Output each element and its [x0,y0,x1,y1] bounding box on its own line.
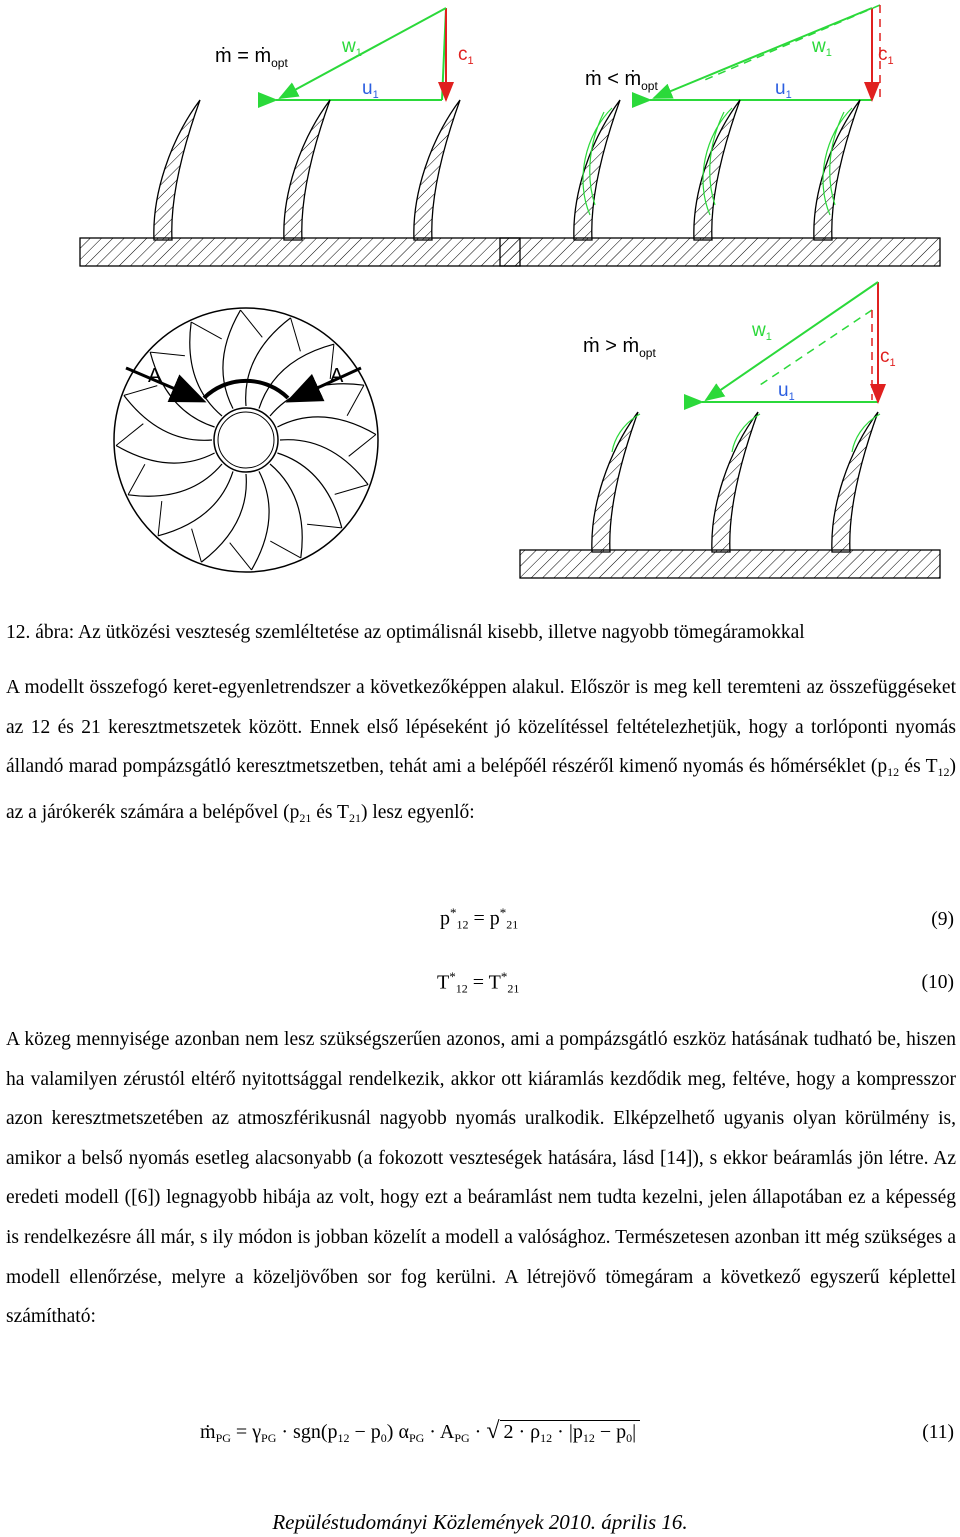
blade [284,100,330,240]
equation-11: ṁ$_{PG}$ = $\gamma_{PG} \cdot sgn(p_{12} - p_0) \alpha_{PG} \cdot A_{PG}$ · √ $2 \cdot \rho_{12} \cdot |p_{12} - p_0|$ [200,1418,640,1446]
impeller-vane-tip [192,529,202,562]
impeller-vane [277,453,341,528]
impeller-vane-tip [291,318,301,351]
impeller-vane [201,474,246,562]
hub-wall [500,238,940,266]
blade [832,412,878,552]
impeller-vane-tip [307,524,342,528]
impeller-front-view [114,308,378,572]
figure-caption: 12. ábra: Az ütközési veszteség szemléltetése az optimálisnál kisebb, illetve nagyobb tömegáramokkal [6,622,805,643]
c1-label: $c_1$ [458,44,474,67]
impeller-vane-tip [230,543,252,570]
blade [814,100,860,240]
w1-label: $w_1$ [342,36,362,59]
w1-optimal-dashed [700,5,880,82]
impeller-vane-tip [335,485,368,495]
impeller-vane [252,471,270,570]
panel-top-right [500,5,940,266]
u1-label: $u_1$ [775,78,792,101]
impeller-vane-tip [270,541,301,558]
impeller-vane [223,310,241,409]
c1-label: $c_1$ [880,346,896,369]
impeller-vane-tip [347,385,364,416]
w1-vector [706,282,878,400]
blade [414,100,460,240]
equation-10-number: (10) [921,972,954,993]
w1-optimal-dashed [760,310,872,385]
paragraph-1: A modellt összefogó keret-egyenletrendszer a következőképpen alakul. Először is meg kell teremteni az összefüggéseket az 12 és 21 keresztmetszetek között. Ennek első lépéseként jó közelítéssel feltételezhetjük, hogy a torlóponti nyomás állandó marad pompázsgátló keresztmetszetben, tehát ami a belépőél részéről kimenő nyomás és hőmérséklet ($p_{12}$ és $T_{12}$) az a járókerék számára a belépővel ($p_{21}$ és $T_{21}$) lesz egyenlő: [6,677,956,825]
equation-10: $T^*_{12} = T^*_{21}$ [437,969,520,996]
impeller-vanes [116,310,376,570]
section-arrow-left [126,368,201,400]
impeller-vane [116,446,215,464]
relation-label: ṁ < ṁ$_{opt}$ [585,68,658,93]
panel-top-left [80,8,520,266]
panel-bottom-right [520,282,940,578]
impeller-vane-tip [349,435,376,457]
section-label-left: A [148,365,162,387]
blade [154,100,200,240]
equation-11-number: (11) [922,1422,954,1443]
hub-wall [520,550,940,578]
impeller-vane-tip [128,464,145,495]
impeller-vane [158,471,233,535]
blade [694,100,740,240]
w1-label: $w_1$ [812,36,832,59]
section-label-right: A [330,365,344,387]
impeller-hub [214,408,278,472]
impeller-figure [0,0,960,615]
impeller-vane [277,417,376,435]
equation-9-number: (9) [931,909,954,930]
hub-wall [80,238,520,266]
relation-label: ṁ > ṁ$_{opt}$ [583,335,656,360]
impeller-vane-tip [150,352,185,356]
w1-vector [654,8,872,98]
impeller-vane-tip [191,322,222,339]
equation-9: $p^*_{12} = p^*_{21}$ [440,905,519,932]
u1-label: $u_1$ [362,78,379,101]
impeller-vane-tip [241,310,263,337]
blade [574,100,620,240]
impeller-vane-tip [158,501,162,536]
u1-label: $u_1$ [778,380,795,403]
page-footer: Repüléstudományi Közlemények 2010. április 16. [272,1510,688,1534]
blade [592,412,638,552]
paragraph-2: A közeg mennyisége azonban nem lesz szükségszerűen azonos, ami a pompázsgátló eszköz hatásának tudható be, hiszen ha valamilyen zérustól eltérő nyitottsággal rendelkezik, akkor ott kiáramlás kezdődik meg, feltéve, hogy a kompresszor azon keresztmetszetében az atmoszférikusnál nagyobb nyomás uralkodik. Elképzelhető ugyanis olyan körülmény is, amikor a belső nyomás esetleg alacsonyabb (a fokozott veszteségek hatására, lásd [14]), s ekkor beáramlás jön létre. Az eredeti modell ([6]) legnagyobb hibája az volt, hogy ezt a beáramlást nem tudta kezelni, jelen állapotában ez a képesség is rendelkezésre áll már, s ily módon is jobban közelít a modell a valósághoz. Természetesen azonban itt még szükséges a modell ellenőrzése, melyre a közeljövőben sor fog kerülni. A létrejövő tömegáram a következő egyszerű képlettel számítható: [6,1029,956,1328]
impeller-vane [150,352,214,427]
impeller-vane-tip [124,386,157,396]
c1-label: $c_1$ [878,44,894,67]
impeller-vane [124,395,212,440]
relation-label: ṁ = ṁ$_{opt}$ [215,45,288,70]
impeller-vane-tip [116,424,143,446]
impeller-vane [280,440,368,485]
impeller-outer-circle [114,308,378,572]
w1-label: $w_1$ [752,320,772,343]
blade [712,412,758,552]
